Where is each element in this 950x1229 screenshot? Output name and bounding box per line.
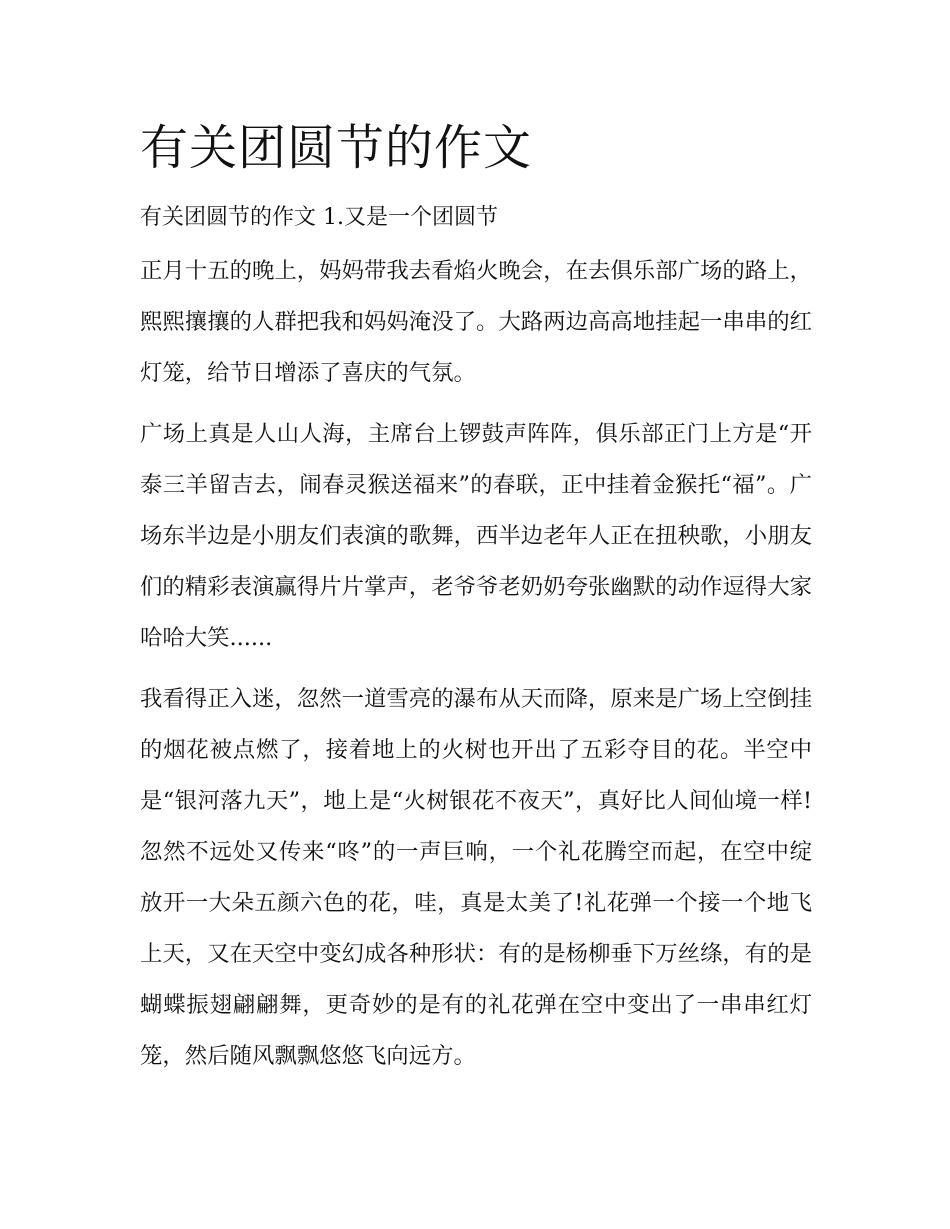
paragraph-1: 正月十五的晚上，妈妈带我去看焰火晚会，在去俱乐部广场的路上，熙熙攘攘的人群把我和妈妈淹没了。大路两边高高地挂起一串串的红灯笼，给节日增添了喜庆的气氛。 (140, 258, 812, 386)
document-body (140, 112, 812, 1082)
paragraph-2: 广场上真是人山人海，主席台上锣鼓声阵阵，俱乐部正门上方是“开泰三羊留吉去，闹春灵猴送福来”的春联，正中挂着金猴托“福”。广场东半边是小朋友们表演的歌舞，西半边老年人正在扭秧歌，小朋友们的精彩表演赢得片片掌声，老爷爷老奶奶夸张幽默的动作逗得大家哈哈大笑...... (140, 421, 812, 651)
document-subtitle: 有关团圆节的作文 1.又是一个团圆节 (140, 205, 498, 230)
paragraph-3: 我看得正入迷，忽然一道雪亮的瀑布从天而降，原来是广场上空倒挂的烟花被点燃了，接着地上的火树也开出了五彩夺目的花。半空中是“银河落九天”，地上是“火树银花不夜天”，真好比人间仙境一样!忽然不远处又传来“咚”的一声巨响，一个礼花腾空而起，在空中绽放开一大朵五颜六色的花，哇，真是太美了!礼花弹一个接一个地飞上天，又在天空中变幻成各种形状：有的是杨柳垂下万丝绦，有的是蝴蝶振翅翩翩舞，更奇妙的是有的礼花弹在空中变出了一串串红灯笼，然后随风飘飘悠悠飞向远方。 (140, 686, 812, 1069)
document-title: 有关团圆节的作文 (140, 120, 533, 176)
